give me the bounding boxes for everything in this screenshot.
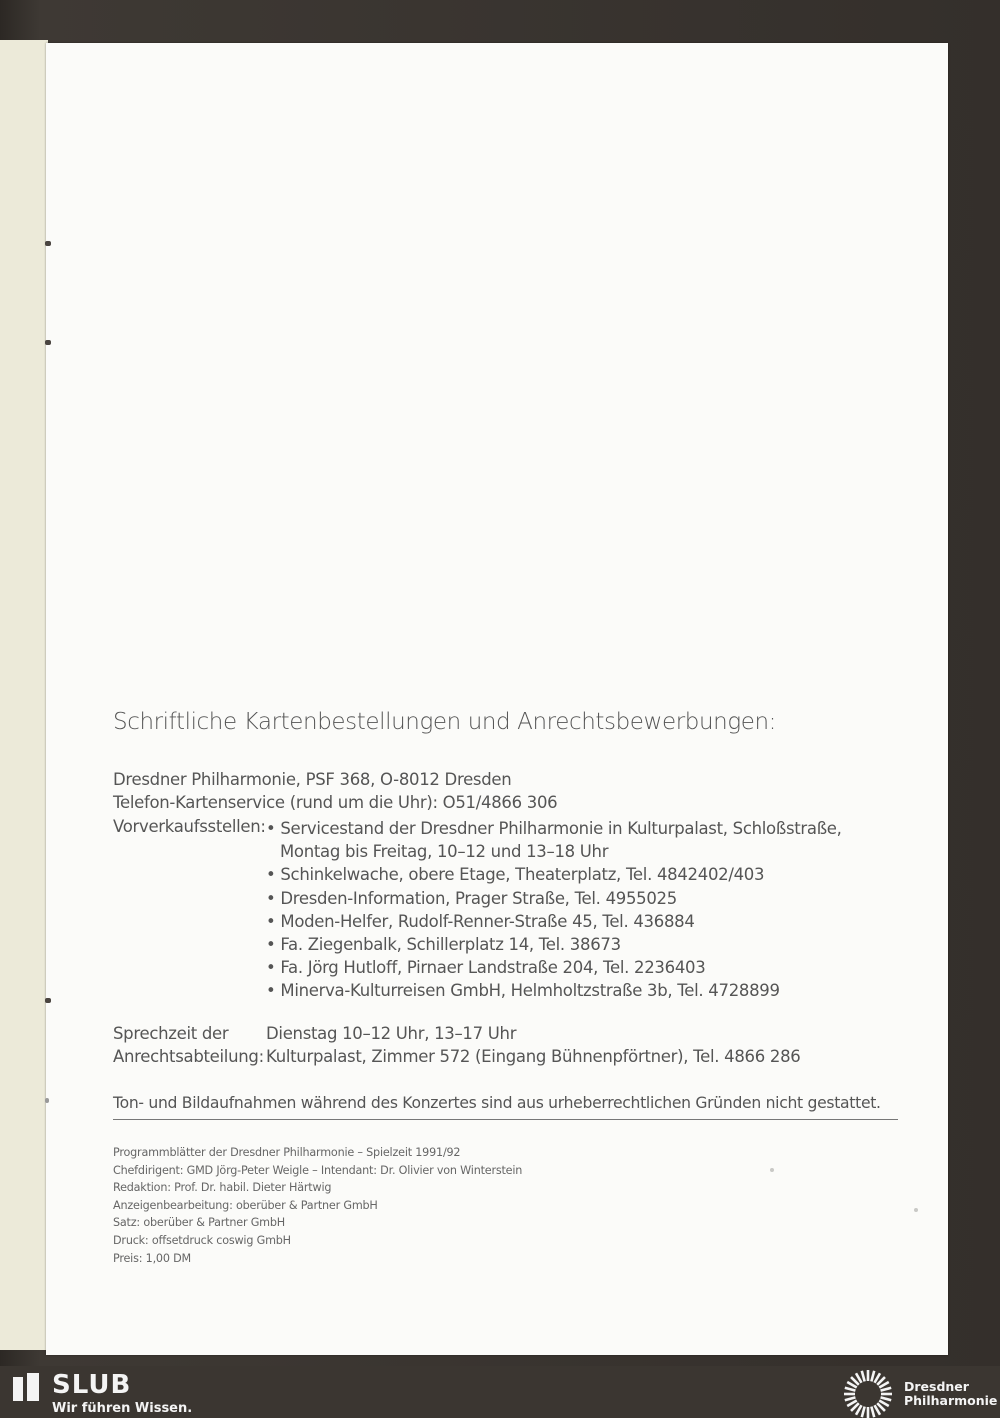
- list-item: • Minerva-Kulturreisen GmbH, Helmholtzstraße 3b, Tel. 4728899: [266, 981, 780, 1001]
- imprint-line: Programmblätter der Dresdner Philharmonie – Spielzeit 1991/92: [113, 1146, 461, 1159]
- presale-list: [266, 817, 842, 1003]
- imprint-line: Anzeigenbearbeitung: oberüber & Partner GmbH: [113, 1198, 378, 1212]
- library-tagline: Wir führen Wissen.: [52, 1401, 193, 1416]
- previous-page-edge: [0, 40, 48, 1350]
- book-icon[interactable]: [13, 1373, 41, 1403]
- paper-speck: [914, 1208, 918, 1212]
- orchestra-name-line-2: Philharmonie: [904, 1393, 998, 1408]
- list-item: • Moden-Helfer, Rudolf-Renner-Straße 45, Tel. 436884: [266, 911, 695, 931]
- address-line: Dresdner Philharmonie, PSF 368, O-8012 Dresden: [113, 770, 512, 789]
- footer-bar: [0, 1366, 1000, 1418]
- binding-hole: [45, 1098, 49, 1103]
- divider: [113, 1119, 898, 1120]
- logo-ray: [862, 1371, 865, 1382]
- logo-ray: [881, 1388, 892, 1391]
- sunburst-logo-icon[interactable]: [842, 1368, 894, 1418]
- logo-ray: [845, 1388, 856, 1391]
- recording-note: Ton- und Bildaufnahmen während des Konzertes sind aus urheberrechtlichen Gründen nicht gestattet.: [113, 1094, 881, 1112]
- list-item: • Fa. Ziegenbalk, Schillerplatz 14, Tel. 38673: [266, 935, 621, 955]
- logo-ray: [871, 1371, 874, 1382]
- library-name[interactable]: SLUB: [52, 1370, 132, 1400]
- presale-label: Vorverkaufsstellen:: [113, 817, 266, 836]
- office-label-line-2: Anrechtsabteilung:: [113, 1047, 264, 1066]
- list-item: Montag bis Freitag, 10–12 und 13–18 Uhr: [280, 842, 609, 862]
- office-label-line-1: Sprechzeit der: [113, 1024, 229, 1043]
- imprint-line: Chefdirigent: GMD Jörg-Peter Weigle – Intendant: Dr. Olivier von Winterstein: [113, 1163, 523, 1177]
- imprint-line: Druck: offsetdruck coswig GmbH: [113, 1233, 291, 1247]
- imprint-line: Satz: oberüber & Partner GmbH: [113, 1216, 285, 1230]
- logo-ray: [871, 1407, 874, 1418]
- binding-hole: [45, 241, 51, 246]
- list-item: • Fa. Jörg Hutloff, Pirnaer Landstraße 204, Tel. 2236403: [266, 958, 706, 978]
- imprint: [113, 1144, 522, 1267]
- imprint-line: Preis: 1,00 DM: [113, 1251, 191, 1265]
- orchestra-name[interactable]: [904, 1380, 997, 1408]
- logo-ray: [862, 1407, 865, 1418]
- office-hours: Dienstag 10–12 Uhr, 13–17 Uhr: [266, 1024, 517, 1043]
- binding-hole: [45, 340, 51, 345]
- page-heading: Schriftliche Kartenbestellungen und Anrechtsbewerbungen:: [113, 709, 776, 735]
- logo-ray: [845, 1397, 856, 1400]
- paper-speck: [770, 1168, 774, 1172]
- list-item: • Schinkelwache, obere Etage, Theaterplatz, Tel. 4842402/403: [266, 865, 765, 885]
- imprint-line: Redaktion: Prof. Dr. habil. Dieter Härtwig: [113, 1181, 332, 1195]
- list-item: • Servicestand der Dresdner Philharmonie in Kulturpalast, Schloßstraße,: [266, 819, 842, 838]
- orchestra-name-line-1: Dresdner: [904, 1379, 969, 1394]
- office-location: Kulturpalast, Zimmer 572 (Eingang Bühnenpförtner), Tel. 4866 286: [266, 1047, 801, 1066]
- logo-ray: [881, 1397, 892, 1400]
- list-item: • Dresden-Information, Prager Straße, Tel. 4955025: [266, 888, 677, 908]
- phone-line: Telefon-Kartenservice (rund um die Uhr): O51/4866 306: [113, 793, 558, 812]
- binding-hole: [45, 998, 51, 1003]
